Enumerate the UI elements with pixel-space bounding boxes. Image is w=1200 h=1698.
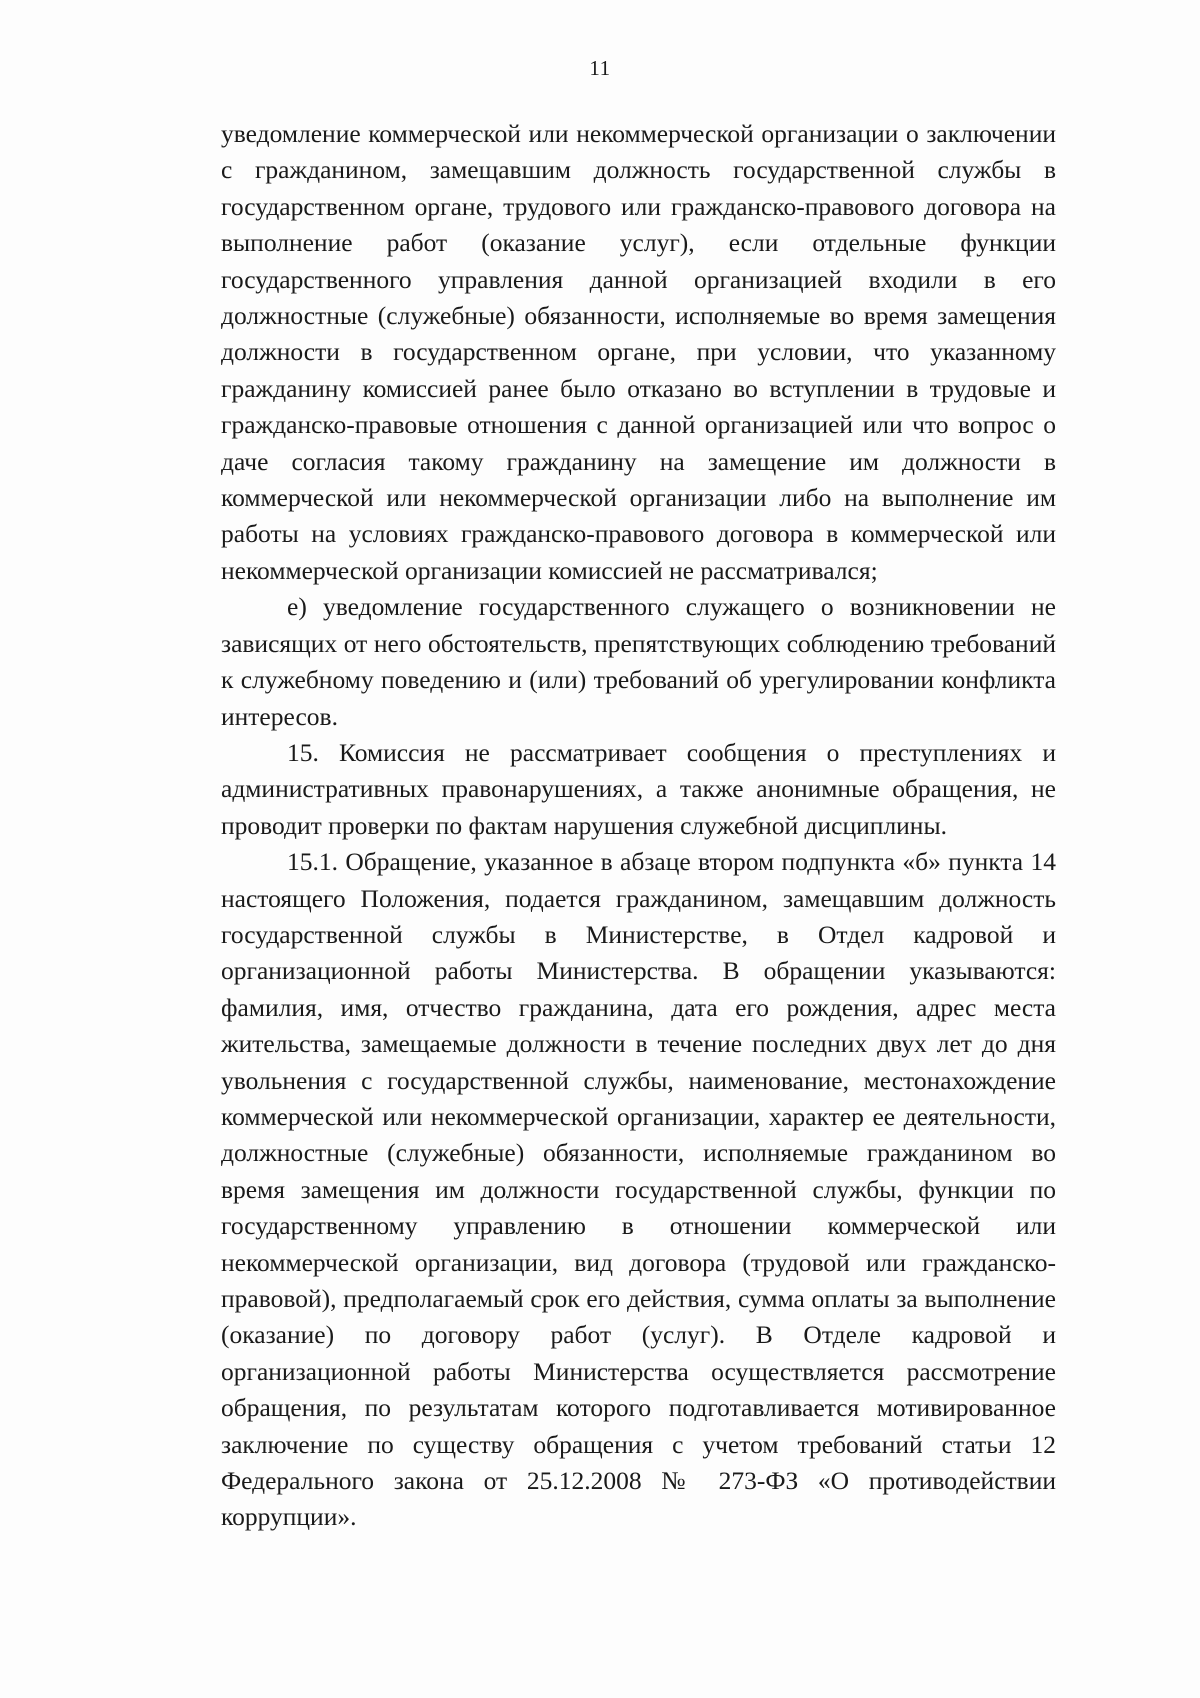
paragraph-subitem-e: е) уведомление государственного служащего о возникновении не зависящих от него обстоятельств, препятствующих соблюдению требований к служебному поведению и (или) требований об урегулировании конфликта интересов. — [221, 592, 1056, 731]
page-number: 11 — [589, 56, 611, 80]
paragraph-continuation: уведомление коммерческой или некоммерческой организации о заключении с гражданином, замещавшим должность государственной службы в государственном органе, трудового или гражданско-правового договора на выполнение работ (оказание услуг), если отдельные функции государственного управления данной организацией входили в его должностные (служебные) обязанности, исполняемые во время замещения должности в государственном органе, при условии, что указанному гражданину комиссией ранее было отказано во вступлении в трудовые и гражданско-правовые отношения с данной организацией или что вопрос о даче согласия такому гражданину на замещение им должности в коммерческой или некоммерческой организации либо на выполнение им работы на условиях гражданско-правового договора в коммерческой или некоммерческой организации комиссией не рассматривался; — [221, 119, 1056, 585]
paragraph-item-15-1: 15.1. Обращение, указанное в абзаце втором подпункта «б» пункта 14 настоящего Положения, подается гражданином, замещавшим должность государственной службы в Министерстве, в Отдел кадровой и организационной работы Министерства. В обращении указываются: фамилия, имя, отчество гражданина, дата его рождения, адрес места жительства, замещаемые должности в течение последних двух лет до дня увольнения с государственной службы, наименование, местонахождение коммерческой или некоммерческой организации, характер ее деятельности, должностные (служебные) обязанности, исполняемые гражданином во время замещения им должности государственной службы, функции по государственному управлению в отношении коммерческой или некоммерческой организации, вид договора (трудовой или гражданско-правовой), предполагаемый срок его действия, сумма оплаты за выполнение (оказание) по договору работ (услуг). В Отделе кадровой и организационной работы Министерства осуществляется рассмотрение обращения, по результатам которого подготавливается мотивированное заключение по существу обращения с учетом требований статьи 12 Федерального закона от 25.12.2008 № 273-ФЗ «О противодействии коррупции». — [221, 847, 1056, 1532]
body-text — [221, 116, 1056, 1536]
paragraph-item-15: 15. Комиссия не рассматривает сообщения о преступлениях и административных правонарушениях, а также анонимные обращения, не проводит проверки по фактам нарушения служебной дисциплины. — [221, 737, 1056, 840]
